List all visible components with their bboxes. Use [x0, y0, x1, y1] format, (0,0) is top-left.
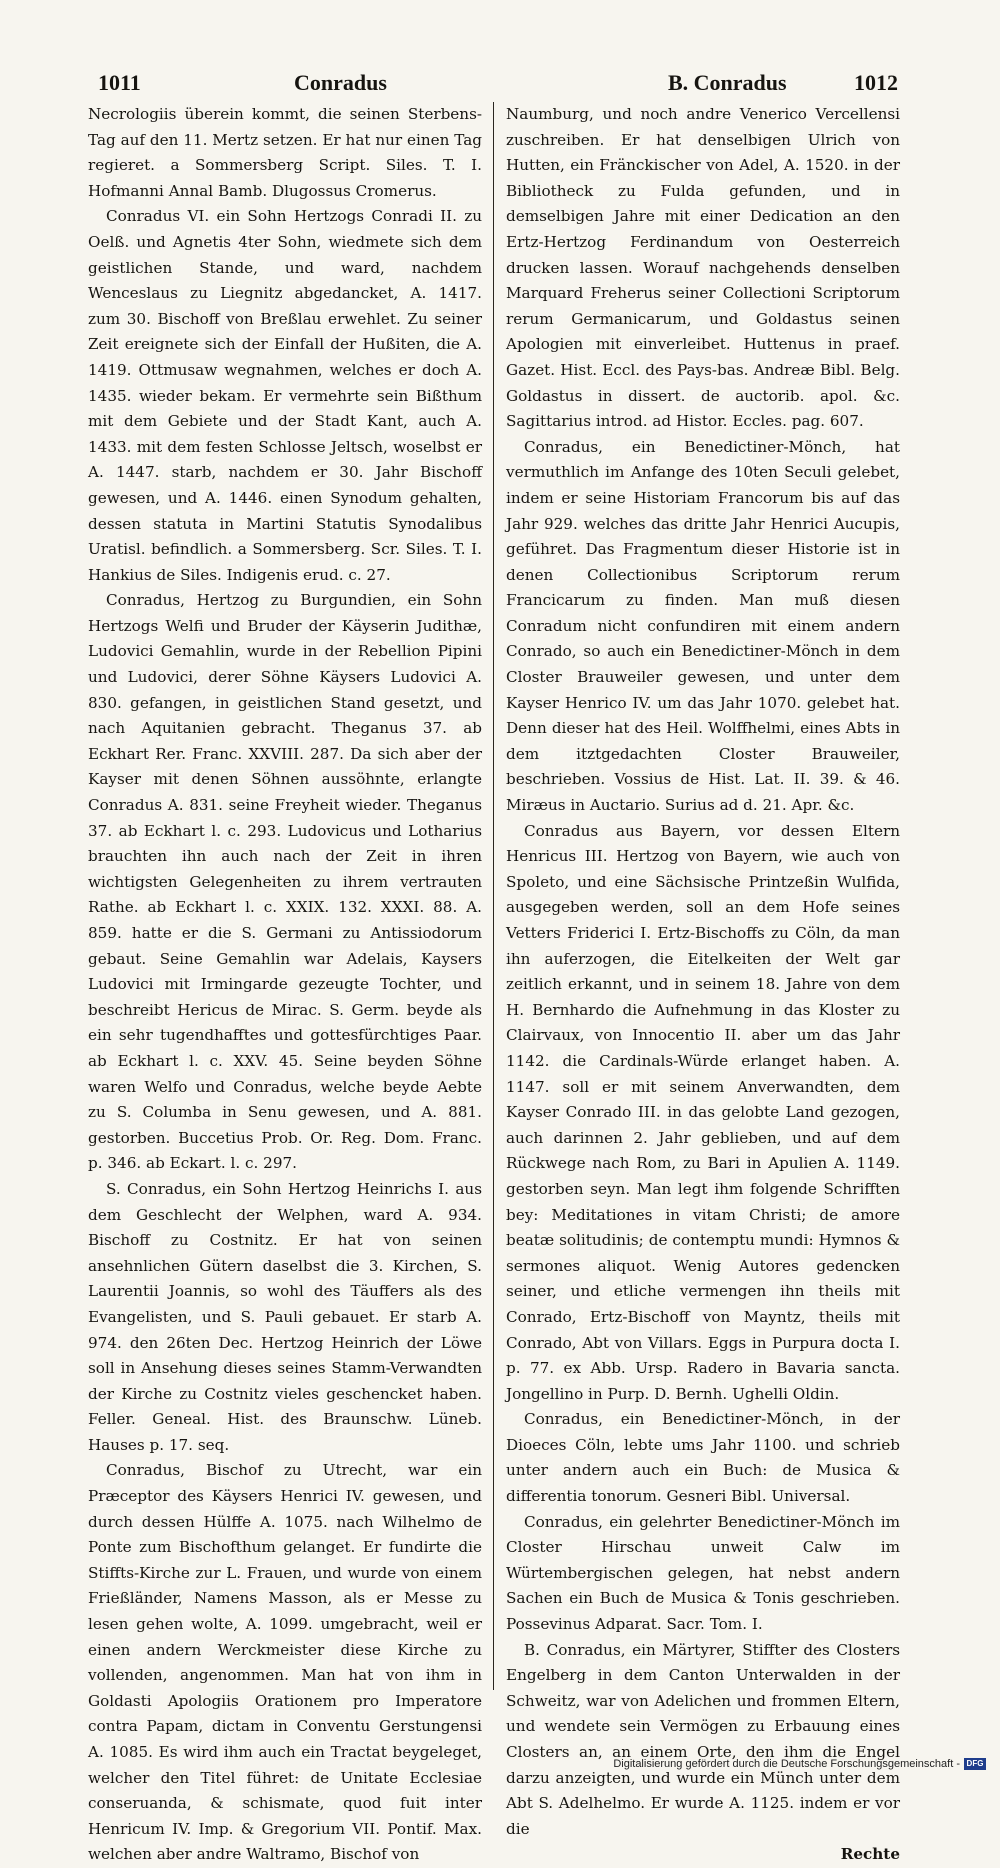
digitization-footer [613, 1755, 986, 1773]
page-number-left: 1011 [98, 70, 141, 95]
paragraph: S. Conradus, ein Sohn Hertzog Heinrichs I. aus dem Geschlecht der Welphen, ward A. 934. Bischoff zu Costnitz. Er hat von seinen ansehnlichen Gütern daselbst die 3. Kirchen, S. Laurentii Joannis, so wohl des Täuffers als des Evangelisten, und S. Pauli gebauet. Er starb A. 974. den 26ten Dec. Hertzog Heinrich der Löwe soll in Ansehung dieses seines Stamm-Verwandten der Kirche zu Costnitz vieles geschencket haben. Feller. Geneal. Hist. des Braunschw. Lüneb. Hauses p. 17. seq. [88, 1179, 482, 1454]
paragraph: B. Conradus, ein Märtyrer, Stiffter des Closters Engelberg in dem Canton Unterwalden in der Schweitz, war von Adelichen und frommen Eltern, und wendete sein Vermögen zu Erbauung eines Closters an, an einem Orte, den ihm die Engel darzu anzeigten, und wurde ein Münch unter dem Abt S. Adelhelmo. Er wurde A. 1125. indem er vor die [506, 1640, 900, 1838]
paragraph: Conradus, ein Benedictiner-Mönch, in der Dioeces Cöln, lebte ums Jahr 1100. und schrieb unter andern auch ein Buch: de Musica & differentia tonorum. Gesneri Bibl. Universal. [506, 1410, 900, 1506]
paragraph: Conradus, ein gelehrter Benedictiner-Mönch im Closter Hirschau unweit Calw im Würtembergischen gelegen, hat nebst andern Sachen ein Buch de Musica & Tonis geschrieben. Possevinus Adparat. Sacr. Tom. I. [506, 1512, 900, 1634]
paragraph: Conradus aus Bayern, vor dessen Eltern Henricus III. Hertzog von Bayern, wie auch von Spoleto, und eine Sächsische Printzeßin Wulfida, ausgegeben werden, soll an dem Hofe seines Vetters Friderici I. Ertz-Bischoffs zu Cöln, da man ihn auferzogen, die Eitelkeiten der Welt gar zeitlich erkannt, und in seinem 18. Jahre von dem H. Bernhardo die Aufnehmung in das Kloster zu Clairvaux, von Innocentio II. aber um das Jahr 1142. die Cardinals-Würde erlanget haben. A. 1147. soll er mit seinem Anverwandten, dem Kayser Conrado III. in das gelobte Land gezogen, auch darinnen 2. Jahr geblieben, und auf dem Rückwege nach Rom, zu Bari in Apulien A. 1149. gestorben seyn. Man legt ihm folgende Schrifften bey: Meditationes in vitam Christi; de amore beatæ solitudinis; de contemptu mundi: Hymnos & sermones aliquot. Wenig Autores gedencken seiner, und etliche vermengen ihn theils mit Conrado, Ertz-Bischoff von Mayntz, theils mit Conrado, Abt von Villars. Eggs in Purpura docta I. p. 77. ex Abb. Ursp. Radero in Bavaria sancta. Jongellino in Purp. D. Bernh. Ughelli Oldin. [506, 821, 900, 1403]
paragraph: Necrologiis überein kommt, die seinen Sterbens-Tag auf den 11. Mertz setzen. Er hat nur einen Tag regieret. a Sommersberg Script. Siles. T. I. Hofmanni Annal Bamb. Dlugossus Cromerus. [88, 105, 482, 200]
paragraph: Conradus VI. ein Sohn Hertzogs Conradi II. zu Oelß. und Agnetis 4ter Sohn, wiedmete sich dem geistlichen Stande, und ward, nachdem Wenceslaus zu Liegnitz abgedancket, A. 1417. zum 30. Bischoff von Breßlau erwehlet. Zu seiner Zeit ereignete sich der Einfall der Hußiten, die A. 1419. Ottmusaw wegnahmen, welches er doch A. 1435. wieder bekam. Er vermehrte sein Bißthum mit dem Gebiete und der Stadt Kant, auch A. 1433. mit dem festen Schlosse Jeltsch, woselbst er A. 1447. starb, nachdem er 30. Jahr Bischoff gewesen, und A. 1446. einen Synodum gehalten, dessen statuta in Martini Statutis Synodalibus Uratisl. befindlich. a Sommersberg. Scr. Siles. T. I. Hankius de Siles. Indigenis erud. c. 27. [88, 207, 482, 584]
column-divider [493, 102, 494, 1690]
paragraph: Naumburg, und noch andre Venerico Vercellensi zuschreiben. Er hat denselbigen Ulrich von Hutten, ein Fränckischer von Adel, A. 1520. in der Bibliotheck zu Fulda gefunden, und in demselbigen Jahre mit einer Dedication an den Ertz-Hertzog Ferdinandum von Oesterreich drucken lassen. Worauf nachgehends denselben Marquard Freherus seiner Collectioni Scriptorum rerum Germanicarum, und Goldastus seinen Apologien mit einverleibet. Huttenus in praef. Gazet. Hist. Eccl. des Pays-bas. Andreæ Bibl. Belg. Goldastus in dissert. de auctorib. apol. &c. Sagittarius introd. ad Histor. Eccles. pag. 607. [506, 105, 900, 431]
paragraph: Conradus, ein Benedictiner-Mönch, hat vermuthlich im Anfange des 10ten Seculi gelebet, indem er seine Historiam Francorum bis auf das Jahr 929. welches das dritte Jahr Henrici Aucupis, geführet. Das Fragmentum dieser Historie ist in denen Collectionibus Scriptorum rerum Francicarum zu finden. Man muß diesen Conradum nicht confundiren mit einem andern Conrado, so auch ein Benedictiner-Mönch in dem Closter Brauweiler gewesen, und unter dem Kayser Henrico IV. um das Jahr 1070. gelebet hat. Denn dieser hat des Heil. Wolffhelmi, eines Abts in dem itztgedachten Closter Brauweiler, beschrieben. Vossius de Hist. Lat. II. 39. & 46. Miræus in Auctario. Surius ad d. 21. Apr. &c. [506, 437, 900, 815]
dfg-logo-icon: DFG [964, 1758, 986, 1770]
running-title-right: B. Conradus [668, 70, 787, 95]
footer-credit: Digitalisierung gefördert durch die Deutsche Forschungsgemeinschaft - [613, 1758, 960, 1770]
page-number-right: 1012 [854, 70, 898, 95]
paragraph: Conradus, Bischof zu Utrecht, war ein Præceptor des Käysers Henrici IV. gewesen, und durch dessen Hülffe A. 1075. nach Wilhelmo de Ponte zum Bischofthum gelanget. Er fundirte die Stiffts-Kirche zur L. Frauen, und wurde von einem Frießländer, Namens Masson, als er Messe zu lesen gehen wolte, A. 1099. umgebracht, weil er einen andern Werckmeister diese Kirche zu vollenden, angenommen. Man hat von ihm in Goldasti Apologiis Orationem pro Imperatore contra Papam, dictam in Conventu Gerstungensi A. 1085. Es wird ihm auch ein Tractat beygeleget, welcher den Titel führet: de Unitate Ecclesiae conseruanda, & schismate, quod fuit inter Henricum IV. Imp. & Gregorium VII. Pontif. Max. welchen aber andre Waltramo, Bischof von [88, 1461, 482, 1864]
paragraph: Conradus, Hertzog zu Burgundien, ein Sohn Hertzogs Welfi und Bruder der Käyserin Judithæ, Ludovici Gemahlin, wurde in der Rebellion Pipini und Ludovici, derer Söhne Käysers Ludovici A. 830. gefangen, in geistlichen Stand gesetzt, und nach Aquitanien gebracht. Theganus 37. ab Eckhart Rer. Franc. XXVIII. 287. Da sich aber der Kayser mit denen Söhnen aussöhnte, erlangte Conradus A. 831. seine Freyheit wieder. Theganus 37. ab Eckhart l. c. 293. Ludovicus und Lotharius brauchten ihn auch nach der Zeit in ihren wichtigsten Gelegenheiten zu ihrem vertrauten Rathe. ab Eckhart l. c. XXIX. 132. XXXI. 88. A. 859. hatte er die S. Germani zu Antissiodorum gebaut. Seine Gemahlin war Adelais, Kaysers Ludovici mit Irmingarde gezeugte Tochter, und beschreibt Hericus de Mirac. S. Germ. beyde als ein sehr tugendhafftes und gottesfürchtiges Paar. ab Eckhart l. c. XXV. 45. Seine beyden Söhne waren Welfo und Conradus, welche beyde Aebte zu S. Columba in Senu gewesen, und A. 881. gestorben. Buccetius Prob. Or. Reg. Dom. Franc. p. 346. ab Eckart. l. c. 297. [88, 591, 482, 1173]
running-title-left: Conradus [294, 70, 387, 95]
left-column [88, 102, 482, 1864]
catchword: Rechte [840, 1845, 900, 1864]
page-header [88, 66, 898, 100]
